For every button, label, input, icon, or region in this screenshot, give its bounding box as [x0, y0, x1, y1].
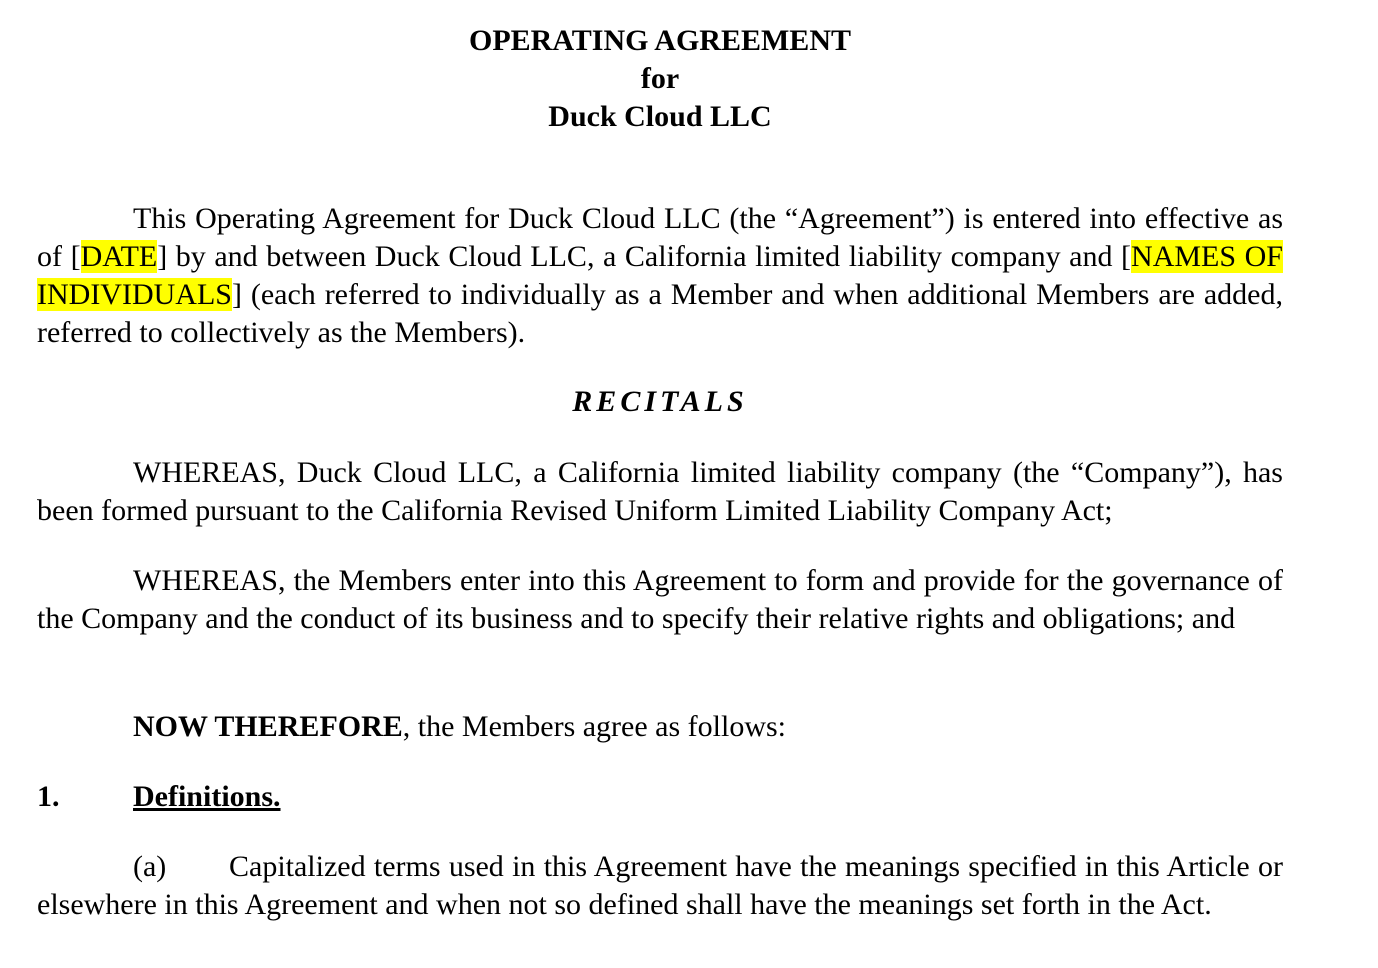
whereas-paragraph-2 — [37, 562, 1283, 638]
title-line-3: Duck Cloud LLC — [548, 100, 772, 133]
date-placeholder: DATE — [80, 240, 158, 273]
document-title — [0, 22, 1320, 136]
names-placeholder: NAMES OF INDIVIDUALS — [37, 240, 1283, 311]
now-therefore-paragraph — [37, 708, 1283, 746]
whereas-1-text: WHEREAS, Duck Cloud LLC, a California limited liability company (the “Company”), has been formed pursuant to the California Revised Uniform Limited Liability Company Act; — [37, 456, 1283, 527]
intro-paragraph — [37, 200, 1283, 352]
clause-a-paragraph — [37, 848, 1283, 924]
title-line-2: for — [640, 62, 680, 95]
intro-text-2: ] by and between Duck Cloud LLC, a California limited liability company and [ — [157, 240, 1132, 273]
section-1-number: 1. — [37, 780, 60, 813]
intro-text-1: This Operating Agreement for Duck Cloud LLC (the “Agreement”) is entered into effective as of [ — [37, 202, 1283, 273]
now-therefore-rest: , the Members agree as follows: — [402, 710, 786, 743]
section-1-heading — [37, 778, 281, 816]
clause-a-label: (a) — [133, 850, 167, 883]
recitals-heading: RECITALS — [572, 385, 748, 418]
clause-a-text: Capitalized terms used in this Agreement have the meanings specified in this Article or elsewhere in this Agreement and when not so defined shall have the meanings set forth in the Act. — [37, 850, 1283, 921]
intro-text-3: ] (each referred to individually as a Member and when additional Members are added, referred to collectively as the Members). — [37, 278, 1283, 349]
whereas-paragraph-1 — [37, 454, 1283, 530]
section-1-title: Definitions. — [133, 780, 281, 813]
whereas-2-text: WHEREAS, the Members enter into this Agreement to form and provide for the governance of the Company and the conduct of its business and to specify their relative rights and obligations; and — [37, 564, 1283, 635]
now-therefore-bold: NOW THEREFORE — [133, 710, 403, 743]
title-line-1: OPERATING AGREEMENT — [469, 24, 851, 57]
